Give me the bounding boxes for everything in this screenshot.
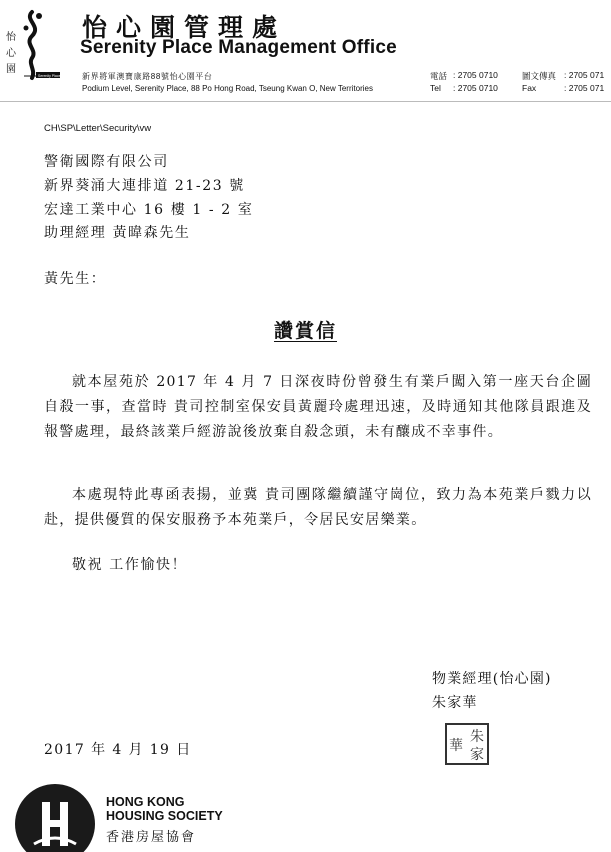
salutation: 黃先生： [44,271,107,287]
signer-title: 物業經理(怡心園) [432,671,552,687]
seal-stamp-icon [444,722,490,766]
tel-en-label: Tel [430,83,441,93]
logo-side-text-3: 園 [6,64,16,75]
letter-title-text: 讚賞信 [273,320,337,342]
svg-text:家: 家 [470,747,484,763]
signer-name: 朱家華 [432,695,478,711]
org-name-en: Serenity Place Management Office [80,37,397,58]
fax-en-label: Fax [522,83,537,93]
letter-date: 2017 年 4 月 19 日 [44,742,192,758]
svg-text:華: 華 [449,738,463,754]
body-paragraph-1: 就本屋苑於 2017 年 4 月 7 日深夜時份曾發生有業戶闖入第一座天台企圖自殺一事，查當時 貴司控制室保安員黃麗玲處理迅速，及時通知其他隊員跟進及報警處理，最終該業戶經游說後放棄自殺念頭，未有釀成不幸事件。 [44,374,592,440]
fax-en-value: : 2705 071 [564,83,605,93]
footer-org-line1: HONG KONG [106,795,185,809]
fax-cn-value: : 2705 071 [564,70,605,80]
reference-number: CH\SP\Letter\Security\vw [44,123,152,134]
address-en: Podium Level, Serenity Place, 88 Po Hong Road, Tseung Kwan O, New Territories [82,84,373,93]
footer-org-line2: HOUSING SOCIETY [106,809,223,823]
logo-side-text-1: 怡 [6,32,16,43]
recipient-address-building: 宏達工業中心 16 樓 1 - 2 室 [44,202,254,218]
fax-cn-label: 圖文傳真 [522,71,557,81]
letter-title [0,316,611,343]
tel-cn-label: 電話 [430,71,448,81]
serenity-place-logo-icon [2,6,62,86]
recipient-person: 助理經理 黃暐森先生 [44,225,191,241]
footer-org-cn: 香港房屋協會 [106,830,197,845]
hong-kong-housing-society-logo-icon [14,782,96,852]
body-paragraph-2: 本處現特此專函表揚，並冀 貴司團隊繼續謹守崗位，致力為本苑業戶戮力以赴，提供優質的保安服務予本苑業戶，令居民安居樂業。 [44,487,592,528]
header-divider [0,101,611,102]
org-name-cn: 怡心園管理處 [82,13,287,42]
tel-en-value: : 2705 0710 [453,83,498,93]
logo-small-text: Serenity Place [38,74,61,78]
svg-text:朱: 朱 [470,729,484,745]
address-cn: 新界將軍澳寶康路88號怡心園平台 [82,72,213,81]
logo-side-text-2: 心 [6,48,16,59]
recipient-company: 警衛國際有限公司 [44,154,169,170]
tel-cn-value: : 2705 0710 [453,70,498,80]
recipient-address-street: 新界葵涌大連排道 21-23 號 [44,178,245,194]
closing: 敬祝 工作愉快！ [72,557,188,573]
